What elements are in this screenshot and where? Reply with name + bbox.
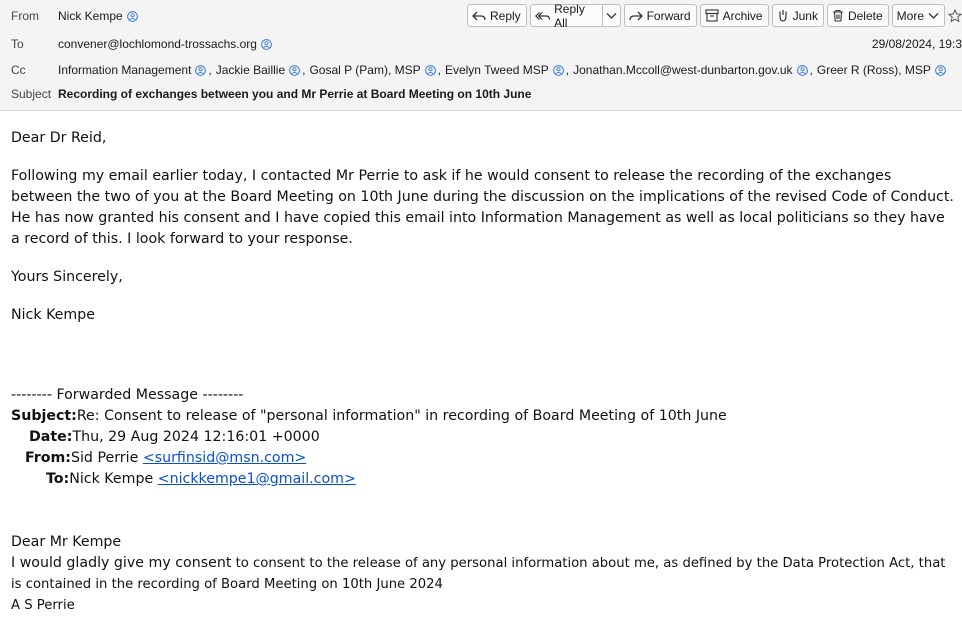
contact-icon[interactable] [797,65,808,76]
fwd-body-lead: I would gladly give my consent [11,555,232,571]
contact-icon[interactable] [935,65,946,76]
archive-icon [705,9,719,22]
fwd-subject-label: Subject: [11,408,77,424]
junk-button[interactable] [772,4,824,27]
cc-recipient[interactable]: Gosal P (Pam), MSP [309,63,421,77]
body-paragraph: Following my email earlier today, I contacted Mr Perrie to ask if he would consent to release the recording of the exchanges between the two of you at the Board Meeting on 10th June during the discussion on the implications of the revised Code of Conduct. He has now granted his consent and I have copied this email into Information Management as well as local politicians so they have a record of this. I look forward to your response. [11,168,954,247]
cc-recipient[interactable]: Evelyn Tweed MSP [444,63,549,77]
archive-label: Archive [722,8,763,23]
forward-icon [629,10,643,22]
to-value[interactable] [58,33,274,55]
chevron-down-icon [606,12,617,20]
reply-all-label: Reply All [554,1,585,30]
forwarded-divider: -------- Forwarded Message -------- [11,387,244,403]
reply-icon [472,10,486,22]
closing: Yours Sincerely, [11,269,123,285]
reply-all-button[interactable] [530,1,603,30]
cc-recipient[interactable]: Jonathan.Mccoll@west-dunbarton.gov.uk [573,63,793,77]
message-body [11,112,956,616]
contact-icon[interactable] [425,65,436,76]
message-date: 29/08/2024, 19:3 [871,37,962,51]
fwd-to-row [11,469,956,490]
to-label: To [11,37,24,51]
fwd-greeting: Dear Mr Kempe [11,534,122,550]
fwd-from-email-link[interactable]: <surfinsid@msn.com> [142,450,307,466]
contact-icon[interactable] [127,11,138,22]
fwd-body-rest: to consent to the release of any personal information about me, as defined by the Data Protection Act, that is contained in the recording of Board Meeting on 10th June 2024 [11,556,946,592]
more-label: More [896,8,924,23]
reply-all-dropdown[interactable] [603,4,621,27]
signature: Nick Kempe [11,307,95,323]
delete-label: Delete [847,8,883,23]
forward-button[interactable] [624,4,697,27]
greeting: Dear Dr Reid, [11,130,107,146]
fwd-from-name: Sid Perrie [70,450,143,466]
cc-recipient[interactable]: Greer R (Ross), MSP [816,63,931,77]
fwd-date-label: Date: [29,429,73,445]
forwarded-message [11,385,956,616]
from-value[interactable] [58,5,140,27]
from-name[interactable]: Nick Kempe [58,9,123,23]
fwd-signature: A S Perrie [11,598,75,613]
message-header [0,0,962,111]
cc-label: Cc [11,63,26,77]
message-toolbar [467,1,962,30]
contact-icon[interactable] [289,65,300,76]
fwd-date: Thu, 29 Aug 2024 12:16:01 +0000 [72,429,320,445]
subject-label: Subject [11,87,52,101]
forward-label: Forward [646,8,691,23]
fwd-to-email-link[interactable]: <nickkempe1@gmail.com> [157,471,356,487]
scrollbar[interactable] [956,111,962,620]
chevron-down-icon [928,12,939,20]
fwd-date-row [11,427,956,448]
fwd-from-row [11,448,956,469]
cc-list: Information Management , Jackie Baillie , Gosal P (Pam), MSP , Evelyn Tweed MSP , Jonathan.Mccoll@west-dunbarton.gov.uk , Greer R (Ross), MSP [58,59,948,81]
junk-label: Junk [792,8,818,23]
to-address[interactable]: convener@lochlomond-trossachs.org [58,37,257,51]
contact-icon[interactable] [261,39,272,50]
cc-recipient[interactable]: Information Management [58,63,192,77]
junk-icon [777,9,789,22]
cc-recipient[interactable]: Jackie Baillie [215,63,286,77]
reply-label: Reply [490,8,521,23]
archive-button[interactable] [700,4,769,27]
more-button[interactable] [892,4,945,27]
fwd-subject: Re: Consent to release of "personal information" in recording of Board Meeting of 10th June [76,408,727,424]
reply-all-icon [535,10,550,22]
trash-icon [832,9,844,22]
delete-button[interactable] [827,4,889,27]
fwd-to-label: To: [46,471,70,487]
reply-button[interactable] [467,4,527,27]
star-icon[interactable] [948,4,962,27]
contact-icon[interactable] [553,65,564,76]
fwd-subject-row [11,406,956,427]
fwd-to-name: Nick Kempe [69,471,158,487]
contact-icon[interactable] [195,65,206,76]
from-label: From [11,9,39,23]
subject-value: Recording of exchanges between you and Mr Perrie at Board Meeting on 10th June [58,87,532,101]
fwd-body [11,553,956,595]
fwd-from-label: From: [25,450,71,466]
